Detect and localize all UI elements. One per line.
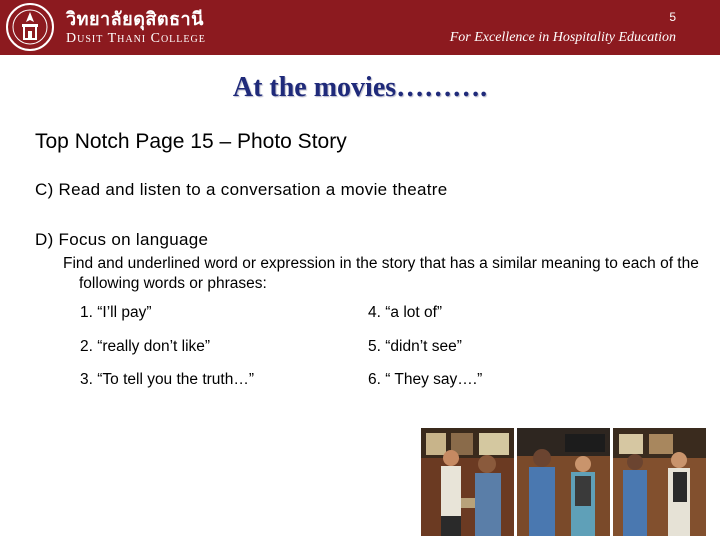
movie-theatre-photo-1: [421, 428, 514, 536]
college-tagline: For Excellence in Hospitality Education: [449, 30, 676, 45]
phrase-item: 2. “really don’t like”: [80, 338, 211, 355]
movie-theatre-photo-3: [613, 428, 706, 536]
header-band: [0, 0, 720, 55]
phrase-item: 3. “To tell you the truth…”: [80, 371, 255, 388]
phrase-item: 4. “a lot of”: [368, 304, 443, 321]
section-d-heading: D) Focus on language: [35, 230, 209, 249]
college-name-thai: วิทยาลัยดุสิตธานี: [66, 9, 204, 30]
slide-subtitle: Top Notch Page 15 – Photo Story: [35, 130, 347, 153]
slide-number: 5: [669, 10, 676, 24]
section-c-heading: C) Read and listen to a conversation a movie theatre: [35, 180, 448, 199]
college-seal-icon: [5, 2, 55, 52]
instruction-text: Find and underlined word or expression in the story that has a similar meaning to each of the following words or phrases:: [63, 255, 699, 292]
slide-title: At the movies……….: [232, 72, 488, 103]
movie-theatre-photo-2: [517, 428, 610, 536]
phrase-item: 1. “I’ll pay”: [80, 304, 152, 321]
photo-story-strip: [421, 428, 710, 536]
college-name-english: Dusit Thani College: [66, 31, 206, 46]
phrase-item: 5. “didn’t see”: [368, 338, 462, 355]
phrase-item: 6. “ They say….”: [368, 371, 483, 388]
